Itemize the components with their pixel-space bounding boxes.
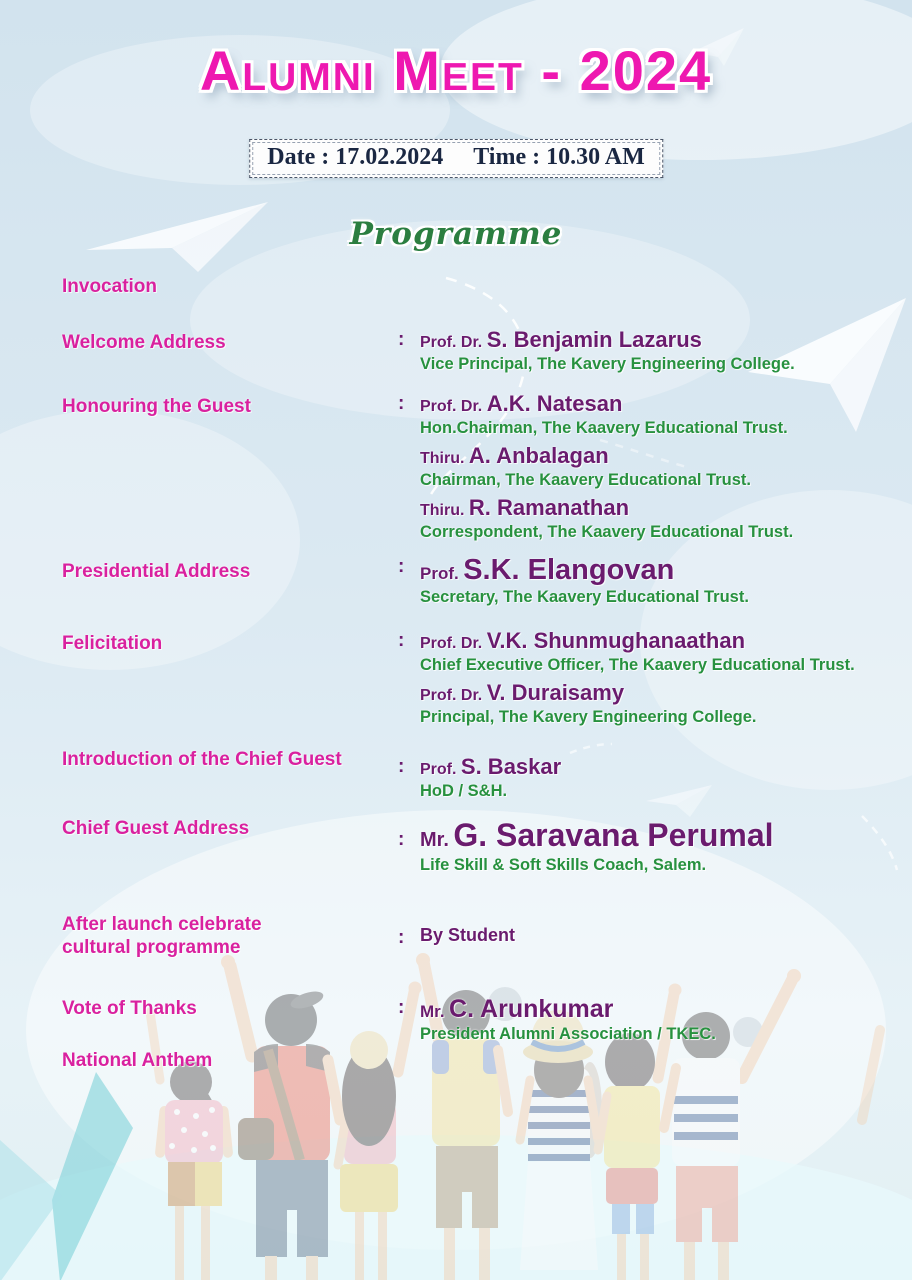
person-name: R. Ramanathan xyxy=(468,495,630,520)
person-prefix: Prof. xyxy=(420,761,457,778)
person-role: Correspondent, The Kaavery Educational Trust. xyxy=(420,522,794,541)
entry-c-arunkumar xyxy=(398,996,716,1044)
person-role: Secretary, The Kaavery Educational Trust. xyxy=(420,588,749,607)
person-role: Vice Principal, The Kavery Engineering College. xyxy=(420,354,795,373)
time-label: Time : 10.30 AM xyxy=(473,144,645,170)
date-label: Date : 17.02.2024 xyxy=(267,144,444,170)
person-name: C. Arunkumar xyxy=(449,995,614,1023)
person-name: S. Baskar xyxy=(460,754,562,779)
person-prefix: Prof. xyxy=(420,564,459,583)
entry-ak-natesan xyxy=(398,392,788,438)
programme-heading: Programme xyxy=(349,216,563,252)
item-label-presidential-address: Presidential Address xyxy=(62,561,251,582)
item-label-honouring-the-guest: Honouring the Guest xyxy=(62,396,251,417)
entry-vk-shunmughanaathan xyxy=(398,629,855,675)
person-role: Principal, The Kavery Engineering College. xyxy=(420,707,757,726)
colon: : xyxy=(398,329,405,350)
person-name: S. Benjamin Lazarus xyxy=(486,327,702,352)
person-role: Life Skill & Soft Skills Coach, Salem. xyxy=(420,855,707,874)
person-name: V.K. Shunmughanaathan xyxy=(486,628,746,653)
person-prefix: Prof. Dr. xyxy=(420,398,483,415)
entry-by-student xyxy=(398,926,515,946)
person-name: V. Duraisamy xyxy=(486,680,625,705)
colon: : xyxy=(398,393,405,414)
entry-v-duraisamy xyxy=(398,681,757,727)
person-prefix: Mr. xyxy=(420,1002,445,1021)
colon: : xyxy=(398,997,405,1018)
item-label-vote-of-thanks: Vote of Thanks xyxy=(62,998,197,1019)
person-name: A.K. Natesan xyxy=(486,391,623,416)
entry-r-ramanathan xyxy=(398,496,793,542)
entry-saravana-perumal xyxy=(398,819,774,875)
item-label-introduction-chief-guest: Introduction of the Chief Guest xyxy=(62,749,342,770)
entry-s-baskar xyxy=(398,755,561,801)
entry-benjamin-lazarus xyxy=(398,328,795,374)
colon: : xyxy=(398,756,405,777)
person-prefix: Thiru. xyxy=(420,450,465,467)
item-label-chief-guest-address: Chief Guest Address xyxy=(62,818,250,839)
colon: : xyxy=(398,556,405,577)
person-prefix: Mr. xyxy=(420,829,449,851)
person-name: G. Saravana Perumal xyxy=(453,817,774,853)
person-role: President Alumni Association / TKEC. xyxy=(420,1025,716,1044)
entry-a-anbalagan xyxy=(398,444,751,490)
person-prefix: Prof. Dr. xyxy=(420,635,483,652)
colon: : xyxy=(398,630,405,651)
item-label-cultural-programme: After launch celebrate cultural programme xyxy=(62,914,262,958)
person-name: S.K. Elangovan xyxy=(463,554,675,586)
person-prefix: Prof. Dr. xyxy=(420,687,483,704)
person-name: A. Anbalagan xyxy=(468,443,609,468)
item-label-national-anthem: National Anthem xyxy=(62,1050,213,1071)
colon: : xyxy=(398,829,405,850)
item-label-invocation: Invocation xyxy=(62,276,158,297)
person-name: By Student xyxy=(420,925,516,945)
person-role: HoD / S&H. xyxy=(420,781,508,800)
item-label-welcome-address: Welcome Address xyxy=(62,332,226,353)
person-role: Hon.Chairman, The Kaavery Educational Trust. xyxy=(420,418,788,437)
person-role: Chairman, The Kaavery Educational Trust. xyxy=(420,470,752,489)
poster-title: Alumni Meet - 2024 xyxy=(199,39,713,102)
item-label-felicitation: Felicitation xyxy=(62,633,163,654)
person-prefix: Prof. Dr. xyxy=(420,334,483,351)
kid-girl-straw-hat xyxy=(520,1010,602,1270)
colon: : xyxy=(398,927,405,948)
entry-sk-elangovan xyxy=(398,555,749,607)
person-prefix: Thiru. xyxy=(420,502,465,519)
date-time-box xyxy=(249,139,663,178)
person-role: Chief Executive Officer, The Kaavery Educational Trust. xyxy=(420,655,855,674)
